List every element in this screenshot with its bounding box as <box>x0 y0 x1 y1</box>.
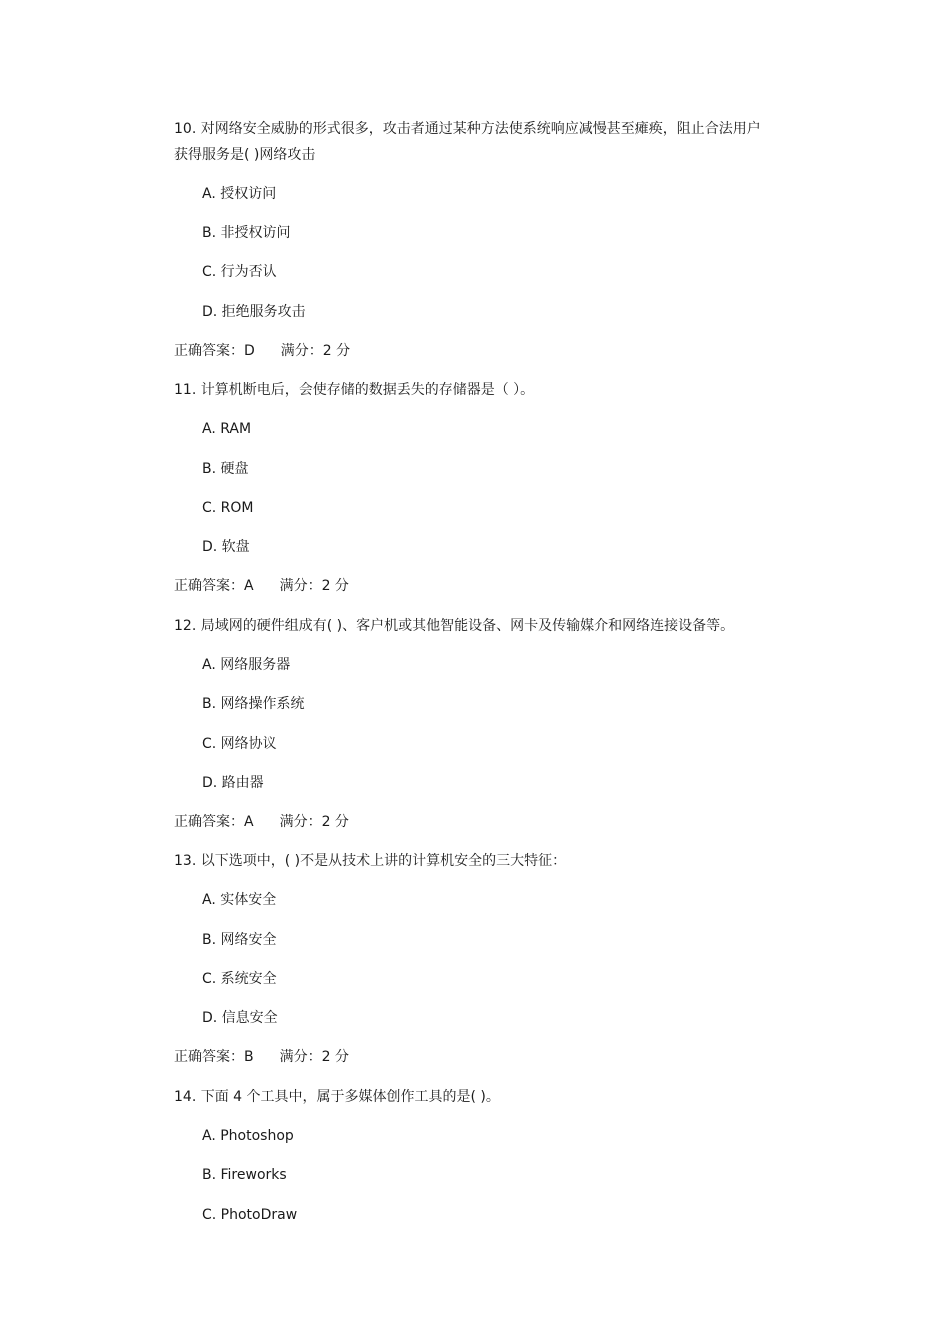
question-10-option-a: A. 授权访问 <box>202 186 277 202</box>
question-11-option-b: B. 硬盘 <box>202 461 249 477</box>
question-12-text-line-1: 12. 局域网的硬件组成有( )、客户机或其他智能设备、网卡及传输媒介和网络连接设备等。 <box>174 618 735 634</box>
question-12-option-a: A. 网络服务器 <box>202 657 291 673</box>
question-11-option-d: D. 软盘 <box>202 539 250 555</box>
question-10-answer: 正确答案：D <box>174 343 255 359</box>
question-10-option-c: C. 行为否认 <box>202 264 277 280</box>
question-10-option-b: B. 非授权访问 <box>202 225 291 241</box>
question-11-option-c: C. ROM <box>202 500 254 516</box>
question-12-answer-row <box>174 810 349 835</box>
question-13-option-d: D. 信息安全 <box>202 1010 278 1026</box>
question-10-text-line-1: 10. 对网络安全威胁的形式很多，攻击者通过某种方法使系统响应减慢甚至瘫痪，阻止合法用户 <box>174 121 761 137</box>
question-14-option-b: B. Fireworks <box>202 1167 287 1183</box>
question-12-option-c: C. 网络协议 <box>202 736 277 752</box>
question-14-option-a: A. Photoshop <box>202 1128 294 1144</box>
question-10-answer-row <box>174 339 350 364</box>
question-13-option-a: A. 实体安全 <box>202 892 277 908</box>
question-11-text-line-1: 11. 计算机断电后，会使存储的数据丢失的存储器是（ ）。 <box>174 382 535 398</box>
question-13-text-line-1: 13. 以下选项中，( )不是从技术上讲的计算机安全的三大特征： <box>174 853 567 869</box>
question-11-answer-row <box>174 574 349 599</box>
question-10-score: 满分：2 分 <box>280 343 351 359</box>
question-12-option-b: B. 网络操作系统 <box>202 696 305 712</box>
question-10-text-line-2: 获得服务是( )网络攻击 <box>174 147 316 163</box>
question-11-answer: 正确答案：A <box>174 578 254 594</box>
question-12-score: 满分：2 分 <box>279 814 349 830</box>
question-11-option-a: A. RAM <box>202 421 252 437</box>
question-13-answer: 正确答案：B <box>174 1049 254 1065</box>
question-13-answer-row <box>174 1045 349 1070</box>
question-14-text-line-1: 14. 下面 4 个工具中，属于多媒体创作工具的是( )。 <box>174 1089 500 1105</box>
question-13-score: 满分：2 分 <box>279 1049 349 1065</box>
question-12-option-d: D. 路由器 <box>202 775 264 791</box>
question-13-option-c: C. 系统安全 <box>202 971 277 987</box>
question-11-score: 满分：2 分 <box>279 578 349 594</box>
question-14-option-c: C. PhotoDraw <box>202 1207 298 1223</box>
question-12-answer: 正确答案：A <box>174 814 254 830</box>
question-10-option-d: D. 拒绝服务攻击 <box>202 304 306 320</box>
question-13-option-b: B. 网络安全 <box>202 932 277 948</box>
